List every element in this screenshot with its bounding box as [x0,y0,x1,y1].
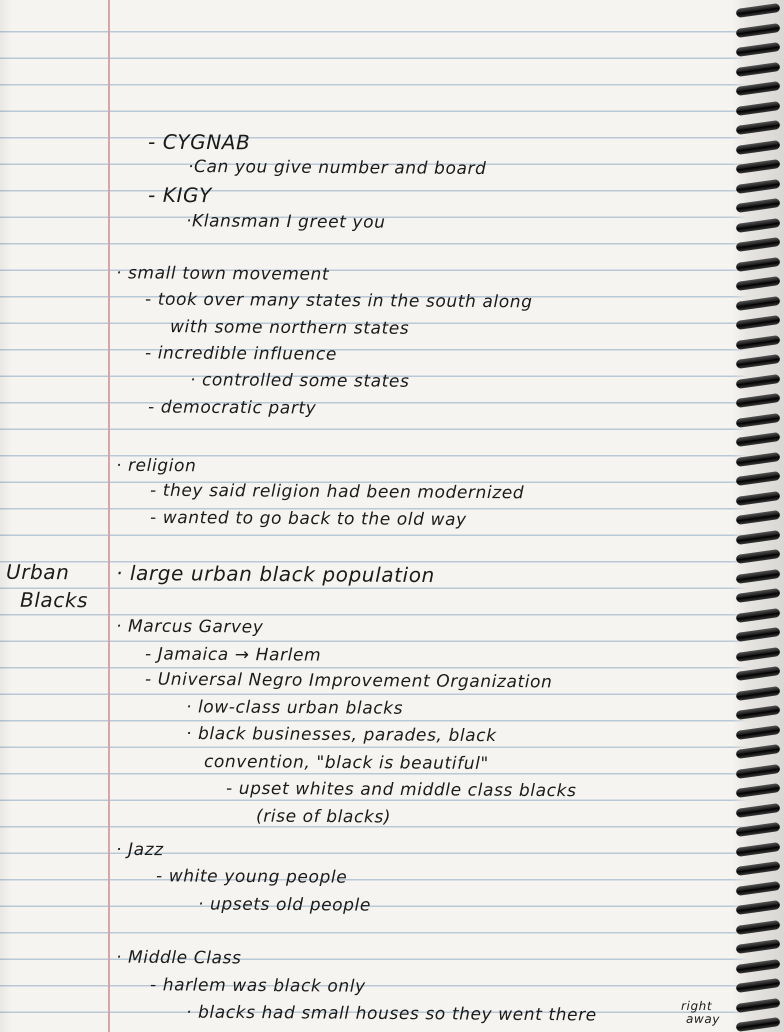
spiral-coil [736,412,781,427]
spiral-coil [736,61,781,76]
spiral-coil [736,471,781,486]
spiral-coil [736,822,781,837]
spiral-coil [736,237,781,252]
spiral-coil [736,568,781,583]
spiral-coil [736,978,781,993]
note-line: ·Klansman I greet you [185,211,386,233]
spiral-coil [736,861,781,876]
spiral-coil [736,958,781,973]
spiral-coil [736,627,781,642]
note-line: - CYGNAB [147,129,251,155]
spiral-coil [736,295,781,310]
spiral-coil [736,490,781,505]
note-line: · large urban black population [115,560,435,588]
spiral-coil [736,841,781,856]
note-line: with some northern states [169,317,410,339]
spiral-coil [736,744,781,759]
note-line: · Marcus Garvey [115,616,264,638]
spiral-coil [736,22,781,37]
spiral-coil [736,607,781,622]
spiral-coil [736,120,781,135]
spiral-coil [736,646,781,661]
note-line: - took over many states in the south along [144,289,533,313]
spiral-binding [732,0,784,1032]
note-line: - upset whites and middle class blacks [225,778,577,802]
spiral-coil [736,880,781,895]
margin-note-line-2: Blacks [19,587,89,613]
spiral-coil [736,510,781,525]
spiral-coil [736,783,781,798]
note-line: · upsets old people [197,894,372,916]
note-line: - wanted to go back to the old way [149,507,467,531]
spiral-coil [736,198,781,213]
note-line: - they said religion had been modernized [149,480,525,504]
note-line: · controlled some states [189,370,410,392]
spiral-coil [736,217,781,232]
note-line: - incredible influence [144,343,338,365]
spiral-coil [736,705,781,720]
note-line: · low-class urban blacks [185,697,404,719]
spiral-coil [736,178,781,193]
spiral-coil [736,334,781,349]
note-line: · black businesses, parades, black [185,723,497,747]
spiral-coil [736,159,781,174]
spiral-coil [736,919,781,934]
note-line: away [685,1011,721,1027]
spiral-coil [736,685,781,700]
spiral-coil [736,139,781,154]
note-line: · blacks had small houses so they went there [185,1002,597,1026]
spiral-coil [736,373,781,388]
spiral-coil [736,354,781,369]
spiral-coil [736,997,781,1012]
margin-note-line-1: Urban [5,559,70,585]
spiral-coil [736,42,781,57]
spiral-coil [736,1017,781,1032]
spiral-coil [736,315,781,330]
spiral-coil [736,588,781,603]
note-line: right [680,998,713,1014]
spiral-coil [736,276,781,291]
spiral-coil [736,81,781,96]
spiral-coil [736,666,781,681]
spiral-coil [736,3,781,18]
spiral-coil [736,763,781,778]
note-line: - democratic party [147,397,317,419]
spiral-coil [736,549,781,564]
note-line: ·Can you give number and board [187,156,487,180]
spiral-coil [736,724,781,739]
spiral-coil [736,802,781,817]
note-line: · religion [115,455,197,477]
spiral-coil [736,939,781,954]
spiral-coil [736,451,781,466]
note-line: · small town movement [115,263,330,285]
spiral-coil [736,393,781,408]
note-line: · Middle Class [115,947,242,969]
spiral-coil [736,432,781,447]
note-line: - Jamaica → Harlem [144,644,322,666]
margin-line [108,0,110,1032]
spiral-coil [736,900,781,915]
spiral-coil [736,100,781,115]
note-line: - harlem was black only [149,975,366,997]
note-line: (rise of blacks) [255,806,392,828]
note-line: · Jazz [115,839,164,861]
note-line: - Universal Negro Improvement Organization [144,669,553,693]
note-line: - KIGY [147,182,212,208]
note-line: convention, "black is beautiful" [203,752,489,774]
note-line: - white young people [155,866,348,888]
spiral-coil [736,256,781,271]
spiral-coil [736,529,781,544]
